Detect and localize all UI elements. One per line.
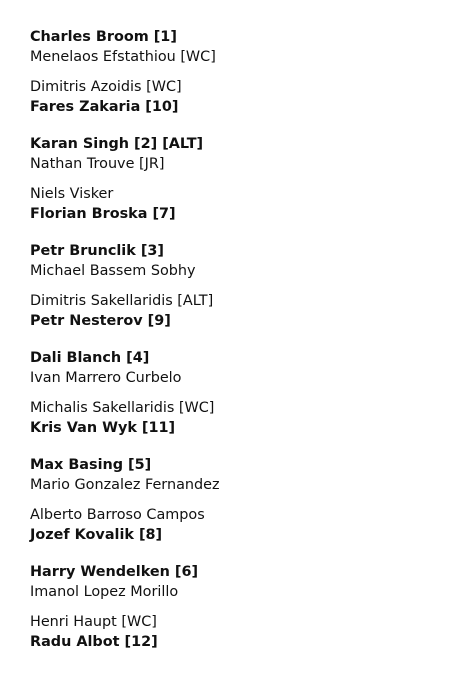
player-name-seeded: Kris Van Wyk [11]	[30, 420, 176, 436]
match	[30, 241, 450, 281]
player-name-seeded: Max Basing [5]	[30, 457, 152, 473]
player-name-seeded: Radu Albot [12]	[30, 634, 158, 650]
player-name-seeded: Petr Brunclik [3]	[30, 243, 164, 259]
player-name: Niels Visker	[30, 186, 114, 202]
draw-section	[0, 27, 450, 117]
draw-section	[0, 455, 450, 545]
player-name-seeded: Charles Broom [1]	[30, 29, 177, 45]
match	[30, 562, 450, 602]
player-name: Dimitris Sakellaridis [ALT]	[30, 293, 214, 309]
draw-section	[0, 562, 450, 652]
match	[30, 134, 450, 174]
match	[30, 77, 450, 117]
player-name: Imanol Lopez Morillo	[30, 584, 179, 600]
player-name: Mario Gonzalez Fernandez	[30, 477, 220, 493]
player-name: Michael Bassem Sobhy	[30, 263, 196, 279]
draw-section	[0, 348, 450, 438]
player-name-seeded: Petr Nesterov [9]	[30, 313, 171, 329]
player-name: Henri Haupt [WC]	[30, 614, 157, 630]
player-name: Michalis Sakellaridis [WC]	[30, 400, 215, 416]
player-name: Ivan Marrero Curbelo	[30, 370, 182, 386]
player-name: Dimitris Azoidis [WC]	[30, 79, 182, 95]
match	[30, 455, 450, 495]
match	[30, 348, 450, 388]
player-name-seeded: Karan Singh [2] [ALT]	[30, 136, 204, 152]
match	[30, 398, 450, 438]
player-name-seeded: Florian Broska [7]	[30, 206, 176, 222]
player-name-seeded: Jozef Kovalik [8]	[30, 527, 163, 543]
draw-section	[0, 241, 450, 331]
player-name: Nathan Trouve [JR]	[30, 156, 165, 172]
player-name-seeded: Fares Zakaria [10]	[30, 99, 179, 115]
draw-section	[0, 134, 450, 224]
match	[30, 27, 450, 67]
player-name: Menelaos Efstathiou [WC]	[30, 49, 216, 65]
player-name-seeded: Dali Blanch [4]	[30, 350, 150, 366]
match	[30, 291, 450, 331]
player-name-seeded: Harry Wendelken [6]	[30, 564, 199, 580]
match	[30, 184, 450, 224]
player-name: Alberto Barroso Campos	[30, 507, 205, 523]
match	[30, 505, 450, 545]
match	[30, 612, 450, 652]
